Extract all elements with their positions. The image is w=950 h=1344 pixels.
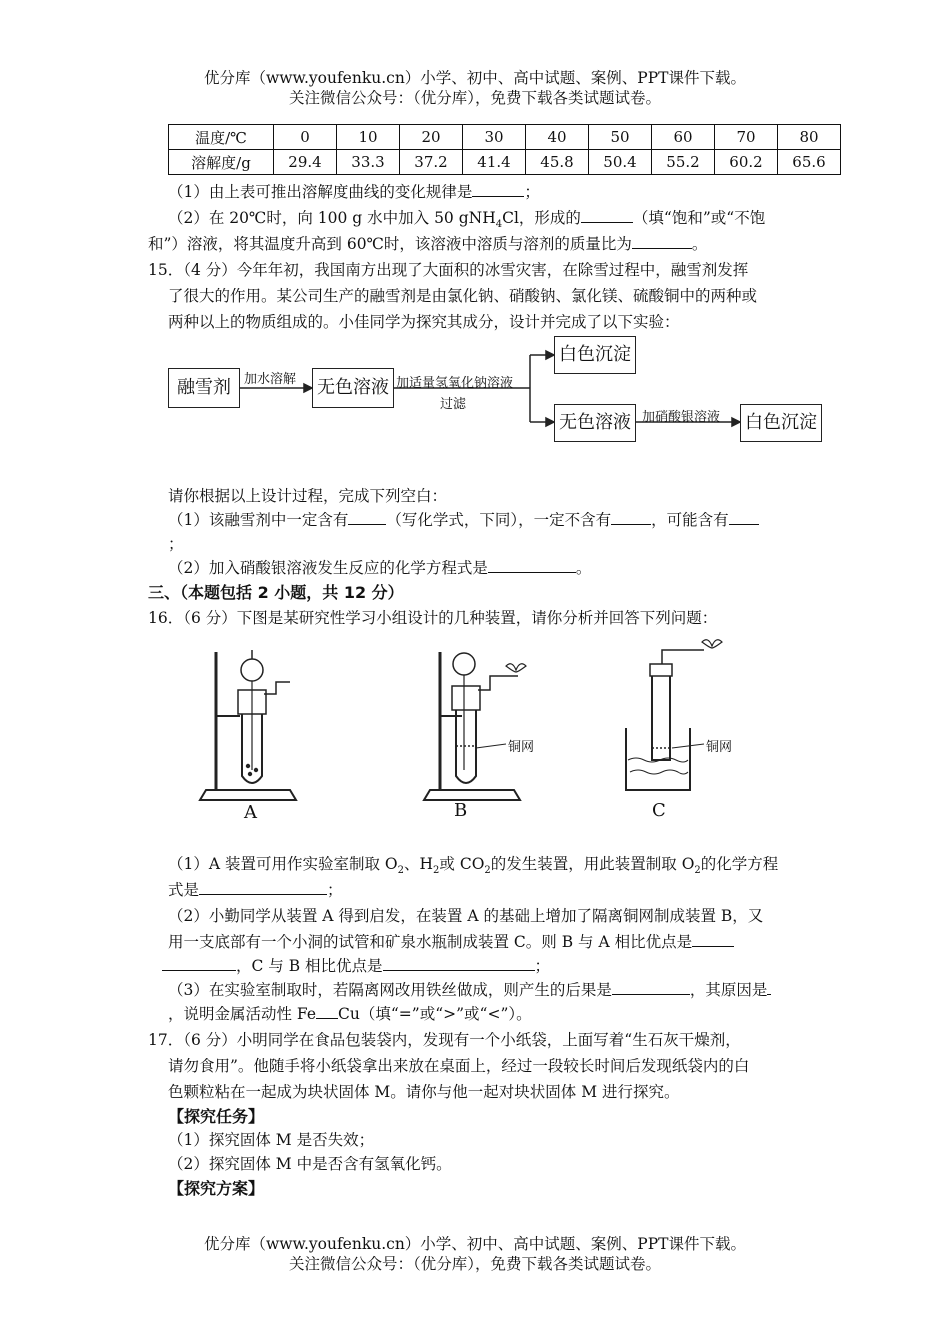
label-c: C	[652, 800, 666, 821]
q15-line-2: 了很大的作用。某公司生产的融雪剂是由氯化钠、硝酸钠、氯化镁、硫酸铜中的两种或	[168, 287, 758, 305]
answer-blank	[199, 880, 327, 895]
flow-label-naoh: 加适量氢氧化钠溶液	[396, 376, 514, 391]
punct: ；	[524, 183, 540, 201]
subscript: 4	[495, 219, 503, 231]
footer-line-2: 关注微信公众号：（优分库），免费下载各类试题试卷。	[288, 1255, 661, 1273]
flow-label-dissolve: 加水溶解	[244, 372, 297, 387]
table-cell: 10	[337, 125, 400, 150]
table-cell: 30	[463, 125, 526, 150]
table-cell: 60.2	[715, 150, 778, 175]
q16-s2-c: ，C 与 B 相比优点是	[236, 957, 383, 975]
q14-part1-text: （1）由上表可推出溶解度曲线的变化规律是	[168, 183, 473, 201]
table-cell: 55.2	[652, 150, 715, 175]
q15-sub2-a: （2）加入硝酸银溶液发生反应的化学方程式是	[168, 559, 488, 577]
table-cell: 50	[589, 125, 652, 150]
answer-blank	[692, 932, 734, 947]
table-cell: 65.6	[778, 150, 841, 175]
apparatus-a	[200, 650, 296, 800]
q15-line-3: 两种以上的物质组成的。小佳同学为探究其成分，设计并完成了以下实验：	[168, 313, 680, 331]
header-line-1: 优分库（www.youfenku.cn）小学、初中、高中试题、案例、PPT课件下载。	[203, 69, 747, 87]
flow-box-precipitate-1: 白色沉淀	[554, 336, 636, 374]
table-header-cell: 温度/℃	[169, 125, 274, 150]
punct: 。	[691, 235, 708, 253]
q16-sub-3-line-2	[168, 1002, 532, 1024]
q16-s1-c: 或 CO	[439, 855, 485, 873]
q14-part2-text-b: Cl，形成的	[502, 209, 581, 227]
q17-task-2: （2）探究固体 M 中是否含有氢氧化钙。	[168, 1155, 452, 1173]
q16-sub-2: （2）小勤同学从装置 A 得到启发，在装置 A 的基础上增加了隔离铜网制成装置 B，又	[168, 907, 764, 925]
flow-label-filter: 过滤	[440, 397, 467, 412]
q17-plan-title: 【探究方案】	[168, 1179, 265, 1198]
q16-s2-b: 用一支底部有一个小洞的试管和矿泉水瓶制成装置 C。则 B 与 A 相比优点是	[168, 933, 693, 951]
table-cell: 29.4	[274, 150, 337, 175]
flow-label-agno3: 加硝酸银溶液	[642, 410, 721, 425]
table-cell: 41.4	[463, 150, 526, 175]
q17-task-1: （1）探究固体 M 是否失效；	[168, 1131, 375, 1149]
q16-s1-d: 的发生装置，用此装置制取 O	[490, 855, 695, 873]
flow-box-solution: 无色溶液	[312, 368, 394, 408]
q15-sub1-a: （1）该融雪剂中一定含有	[168, 511, 349, 529]
table-cell: 0	[274, 125, 337, 150]
section-3-heading: 三、（本题包括 2 小题，共 12 分）	[148, 583, 404, 602]
table-cell: 60	[652, 125, 715, 150]
q16-intro: 16．（6 分）下图是某研究性学习小组设计的几种装置，请你分析并回答下列问题：	[148, 609, 718, 627]
footer-line-1: 优分库（www.youfenku.cn）小学、初中、高中试题、案例、PPT课件下载。	[203, 1235, 747, 1253]
q15-prompt: 请你根据以上设计过程，完成下列空白：	[168, 487, 448, 505]
q16-s1-line2: 式是	[168, 881, 200, 899]
label-a: A	[244, 802, 257, 823]
flow-box-precipitate-2: 白色沉淀	[740, 404, 822, 442]
table-cell: 45.8	[526, 150, 589, 175]
q17-line-1: 17．（6 分）小明同学在食品包装袋内，发现有一个小纸袋，上面写着“生石灰干燥剂，	[148, 1031, 741, 1049]
punct: 。	[575, 559, 592, 577]
answer-blank	[383, 956, 535, 971]
subscript: 2	[484, 865, 491, 877]
q16-s1-e: 的化学方程	[700, 855, 779, 873]
label-mesh-c: 铜网	[706, 740, 733, 755]
q16-s1-a: （1）A 装置可用作实验室制取 O	[168, 855, 398, 873]
flow-box-start: 融雪剂	[168, 368, 240, 408]
q15-line-1: 15．（4 分）今年年初，我国南方出现了大面积的冰雪灾害，在除雪过程中，融雪剂发挥	[148, 261, 749, 279]
subscript: 2	[433, 865, 440, 877]
answer-blank	[162, 956, 236, 971]
q17-line-3: 色颗粒粘在一起成为块状固体 M。请你与他一起对块状固体 M 进行探究。	[168, 1083, 680, 1101]
q16-sub-1-line-2	[168, 878, 343, 900]
subscript: 2	[397, 865, 404, 877]
q14-part2-text: （2）在 20℃时，向 100 g 水中加入 50 gNH	[168, 209, 496, 227]
answer-blank	[316, 1004, 338, 1019]
table-cell: 40	[526, 125, 589, 150]
table-header-cell: 溶解度/g	[169, 150, 274, 175]
q16-sub-1	[168, 852, 778, 876]
q16-s3-d: Cu（填“=”或“>”或“<”）。	[338, 1005, 532, 1023]
label-b: B	[454, 800, 468, 821]
subscript: 2	[694, 865, 701, 877]
q16-sub-2-line-3	[162, 954, 550, 976]
table-cell: 33.3	[337, 150, 400, 175]
label-mesh-b: 铜网	[508, 740, 535, 755]
table-cell: 50.4	[589, 150, 652, 175]
q15-sub1-b: （写化学式，下同），一定不含有	[386, 511, 612, 529]
table-cell: 20	[400, 125, 463, 150]
q15-sub1-c: ，可能含有	[651, 511, 729, 529]
q17-line-2: 请勿食用”。他随手将小纸袋拿出来放在桌面上，经过一段较长时间后发现纸袋内的白	[168, 1057, 750, 1075]
header-line-2: 关注微信公众号：（优分库），免费下载各类试题试卷。	[288, 89, 661, 107]
q17-task-title: 【探究任务】	[168, 1107, 265, 1126]
q16-sub-2-line-2	[168, 930, 734, 952]
q16-s3-b: ，其原因是	[689, 981, 768, 999]
answer-blank	[767, 980, 771, 995]
apparatus-b	[424, 652, 526, 800]
q14-part2-text-c: （填“饱和”或“不饱	[632, 209, 766, 227]
flow-box-solution-2: 无色溶液	[554, 404, 636, 442]
table-cell: 80	[778, 125, 841, 150]
punct: ；	[534, 957, 551, 975]
answer-blank	[612, 980, 690, 995]
q16-sub-3	[168, 978, 771, 1000]
q15-sub-1-end: ；	[168, 535, 184, 553]
q14-part3-text: 和”）溶液，将其温度升高到 60℃时，该溶液中溶质与溶剂的质量比为	[148, 235, 632, 253]
punct: ；	[327, 881, 343, 899]
apparatus-c	[626, 640, 722, 790]
q16-s3-a: （3）在实验室制取时，若隔离网改用铁丝做成，则产生的后果是	[168, 981, 612, 999]
q16-s3-c: ，说明金属活动性 Fe	[168, 1005, 317, 1023]
q16-s1-b: 、H	[404, 855, 434, 873]
table-cell: 70	[715, 125, 778, 150]
table-cell: 37.2	[400, 150, 463, 175]
